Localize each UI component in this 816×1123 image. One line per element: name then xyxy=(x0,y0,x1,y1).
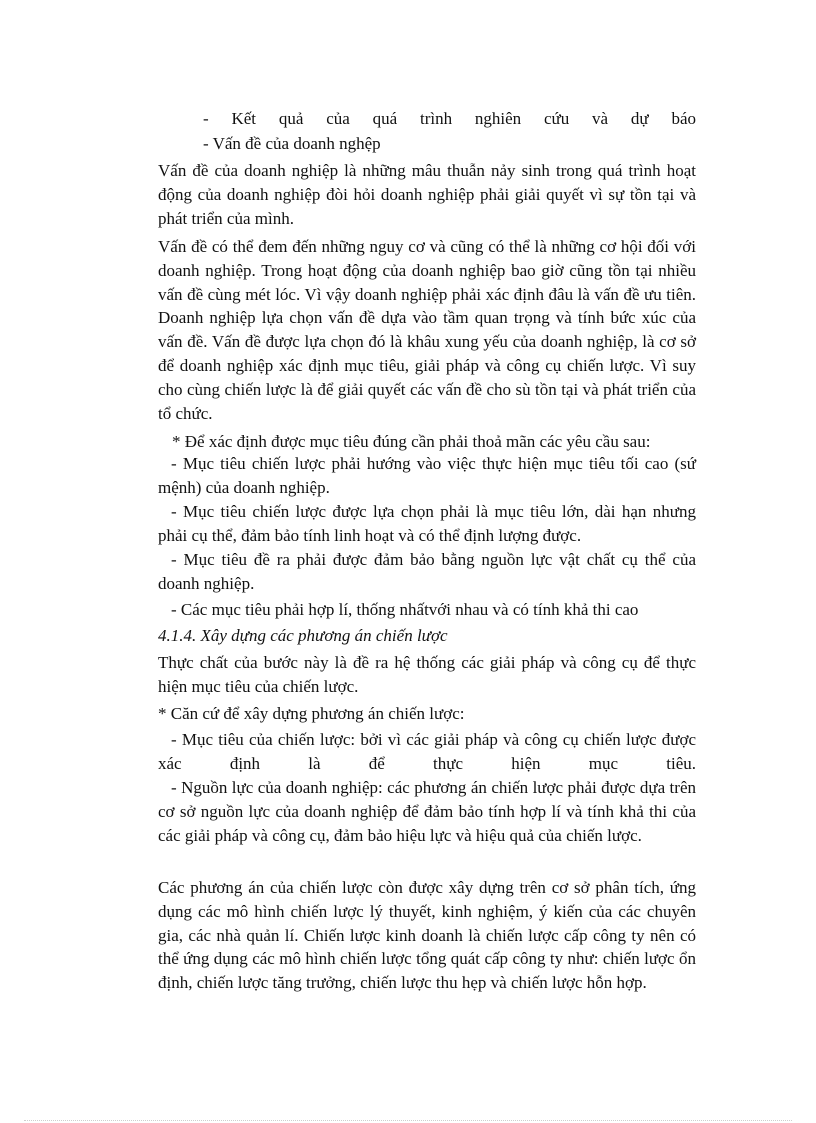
bullet-business-problem: - Vấn đề của doanh nghệp xyxy=(203,134,381,153)
paragraph-4-block xyxy=(158,876,696,995)
paragraph-2: Vấn đề có thể đem đến những nguy cơ và cũng có thể là những cơ hội đối với doanh nghiệp. Trong hoạt động của doanh nghiệp bao giờ cũng tồn tại nhiều vấn đề cùng mét lóc. Vì vậy doanh nghiệp phải xác định đâu là vấn đề ưu tiên. Doanh nghiệp lựa chọn vấn đề dựa vào tầm quan trọng và tính bức xúc của vấn đề. Vấn đề được lựa chọn đó là khâu xung yếu của doanh nghiệp, là cơ sở để doanh nghiệp xác định mục tiêu, giải pháp và công cụ chiến lược. Vì suy cho cùng chiến lược là để giải quyết các vấn đề cho sù tồn tại và phát triển của tổ chức. xyxy=(158,237,696,423)
basis-intro: * Căn cứ để xây dựng phương án chiến lược: xyxy=(158,704,465,723)
requirement-3-block xyxy=(158,548,696,596)
basis-2: - Nguồn lực của doanh nghiệp: các phương án chiến lược phải được dựa trên cơ sở nguồn lực của doanh nghiệp để đảm bảo tính hợp lí và tính khả thi của các giải pháp và công cụ, đảm bảo hiệu lực và hiệu quả của chiến lược. xyxy=(158,778,696,845)
basis-1-block xyxy=(158,728,696,776)
section-heading-block xyxy=(158,624,696,648)
section-heading: 4.1.4. Xây dựng các phương án chiến lược xyxy=(158,626,448,645)
paragraph-3: Thực chất của bước này là đề ra hệ thống các giải pháp và công cụ để thực hiện mục tiêu của chiến lược. xyxy=(158,653,696,696)
paragraph-4: Các phương án của chiến lược còn được xây dựng trên cơ sở phân tích, ứng dụng các mô hình chiến lược lý thuyết, kinh nghiệm, ý kiến của các chuyên gia, các nhà quản lí. Chiến lược kinh doanh là chiến lược cấp công ty nên có thể ứng dụng các mô hình chiến lược tổng quát cấp công ty như: chiến lược ổn định, chiến lược tăng trưởng, chiến lược thu hẹp và chiến lược hỗn hợp. xyxy=(158,878,696,993)
paragraph-3-block xyxy=(158,651,696,699)
basis-intro-block xyxy=(158,702,696,726)
paragraph-1: Vấn đề của doanh nghiệp là những mâu thuẫn nảy sinh trong quá trình hoạt động của doanh nghiệp đòi hỏi doanh nghiệp phải giải quyết vì sự tồn tại và phát triển của mình. xyxy=(158,161,696,228)
page-bottom-rule xyxy=(24,1120,792,1121)
requirement-2: - Mục tiêu chiến lược được lựa chọn phải là mục tiêu lớn, dài hạn nhưng phải cụ thể, đảm bảo tính linh hoạt và có thể định lượng được. xyxy=(158,502,696,545)
requirements-intro-block xyxy=(172,430,696,454)
requirements-intro: * Để xác định được mục tiêu đúng cần phải thoả mãn các yêu cầu sau: xyxy=(172,432,651,451)
basis-1: - Mục tiêu của chiến lược: bởi vì các giải pháp và công cụ chiến lược được xác định là để thực hiện mục tiêu. xyxy=(158,730,696,773)
requirement-4: - Các mục tiêu phải hợp lí, thống nhấtvới nhau và có tính khả thi cao xyxy=(171,600,639,619)
paragraph-2-block xyxy=(158,235,696,425)
requirement-1-block xyxy=(158,452,696,500)
requirement-4-block xyxy=(158,598,696,622)
requirement-3: - Mục tiêu đề ra phải được đảm bảo bằng nguồn lực vật chất cụ thể của doanh nghiệp. xyxy=(158,550,696,593)
bullet-top-1-block xyxy=(203,107,696,131)
requirement-1: - Mục tiêu chiến lược phải hướng vào việc thực hiện mục tiêu tối cao (sứ mệnh) của doanh nghiệp. xyxy=(158,454,696,497)
bullet-top-2-block xyxy=(203,132,741,156)
paragraph-1-block xyxy=(158,159,696,230)
basis-2-block xyxy=(158,776,696,847)
requirement-2-block xyxy=(158,500,696,548)
bullet-result-research: - Kết quả của quá trình nghiên cứu và dự báo xyxy=(203,109,696,128)
